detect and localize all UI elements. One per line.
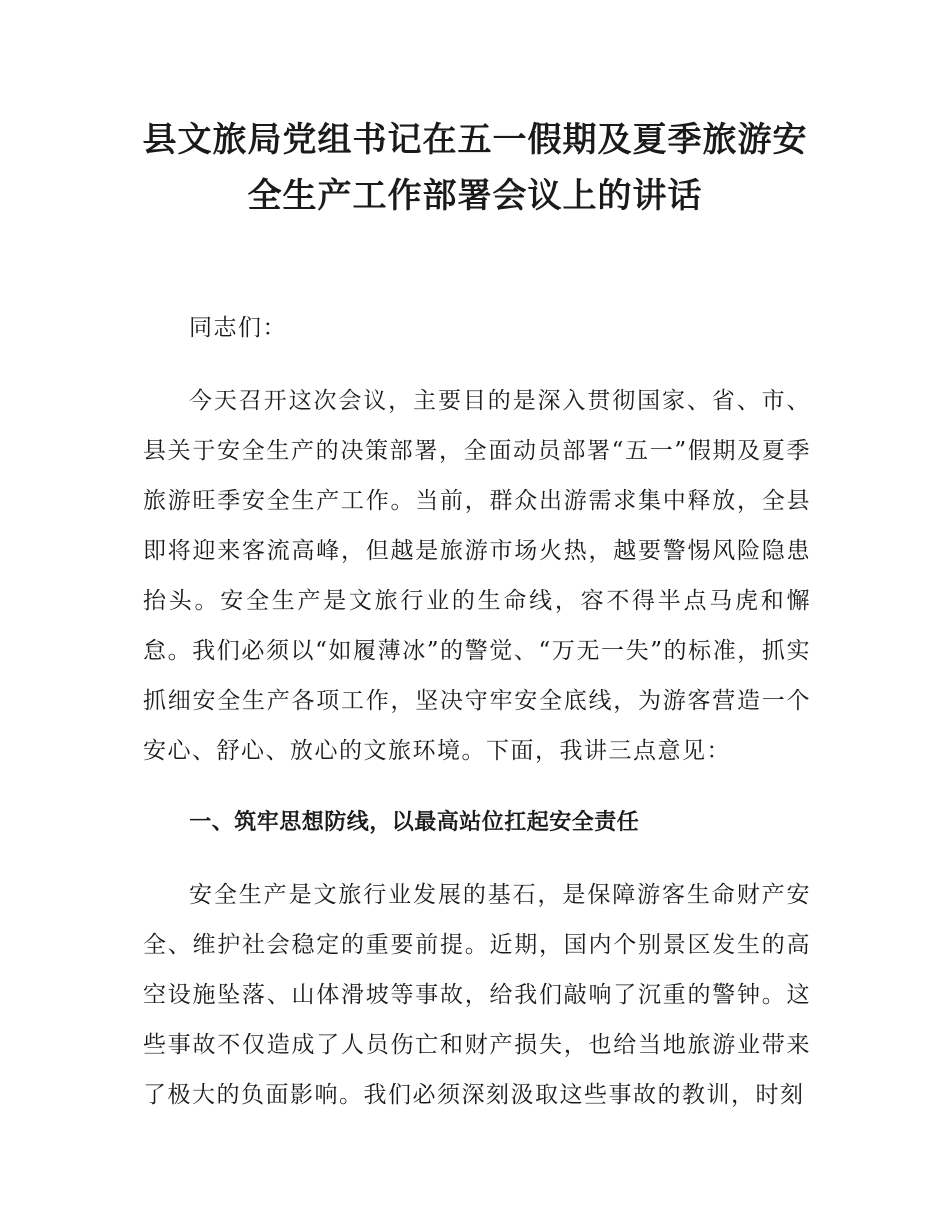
- salutation: 同志们：: [189, 315, 287, 341]
- paragraph-section-1: 安全生产是文旅行业发展的基石，是保障游客生命财产安全、维护社会稳定的重要前提。近期，国内个别景区发生的高空设施坠落、山体滑坡等事故，给我们敲响了沉重的警钟。这些事故不仅造成了人员伤亡和财产损失，也给当地旅游业带来了极大的负面影响。我们必须深刻汲取这些事故的教训，时刻: [143, 882, 811, 1108]
- paragraph-intro: 今天召开这次会议，主要目的是深入贯彻国家、省、市、县关于安全生产的决策部署，全面动员部署“五一”假期及夏季旅游旺季安全生产工作。当前，群众出游需求集中释放，全县即将迎来客流高峰，但越是旅游市场火热，越要警惕风险隐患抬头。安全生产是文旅行业的生命线，容不得半点马虎和懈怠。我们必须以“如履薄冰”的警觉、“万无一失”的标准，抓实抓细安全生产各项工作，坚决守牢安全底线，为游客营造一个安心、舒心、放心的文旅环境。下面，我讲三点意见：: [143, 388, 811, 764]
- document-title: [120, 112, 830, 224]
- title-line-1: 县文旅局党组书记在五一假期及夏季旅游安: [142, 120, 808, 160]
- section-heading-1: 一、筑牢思想防线，以最高站位扛起安全责任: [189, 810, 640, 835]
- title-line-2: 全生产工作部署会议上的讲话: [247, 176, 703, 216]
- document-body: [143, 303, 811, 1120]
